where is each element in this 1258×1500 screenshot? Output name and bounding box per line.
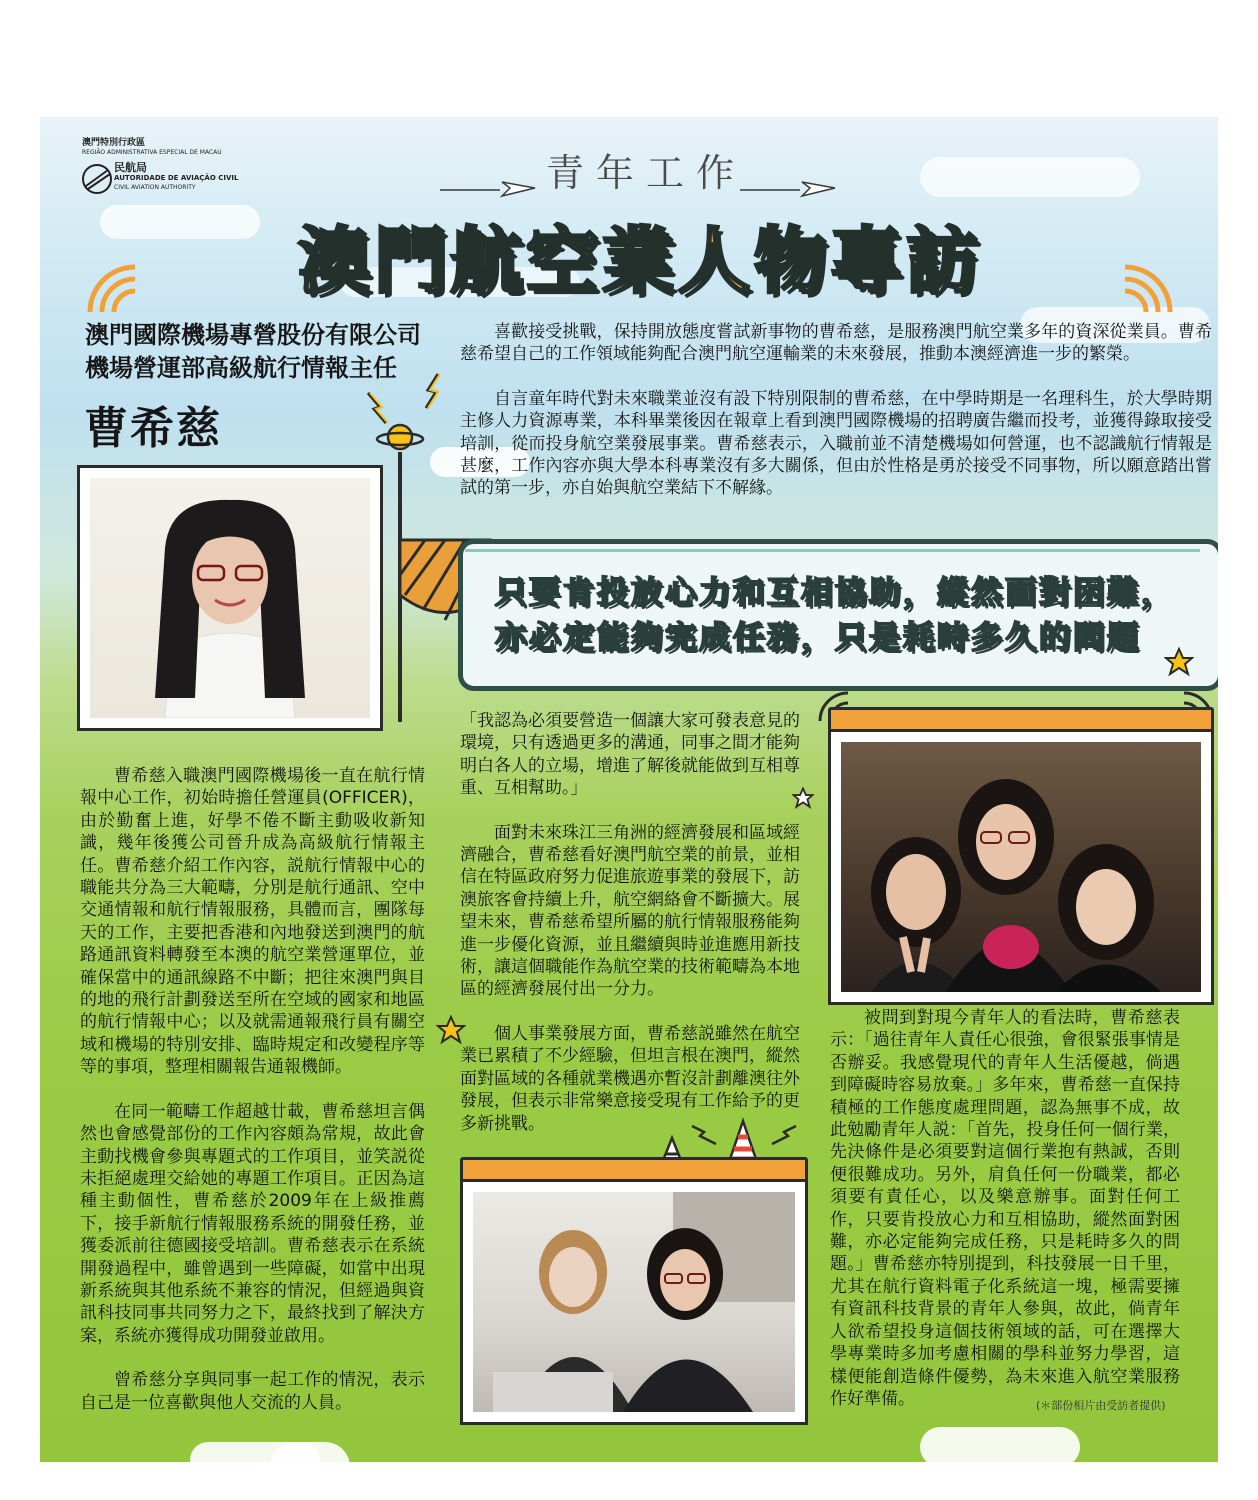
group-photo [841, 742, 1201, 992]
main-title: 澳門航空業人物專訪 [297, 219, 982, 303]
middle-paragraph-2: 面對未來珠江三角洲的經濟發展和區域經濟融合，曹希慈看好澳門航空業的前景，並相信在特區政府努力促進旅遊事業的發展下，訪澳旅客會持續上升，航空網絡會不斷擴大。展望未來，曹希慈希望所屬的航行情報服務能夠進一步優化資源，並且繼續與時並進應用新技術，讓這個職能作為航空業的技術範疇為本地區的經濟發展付出一分力。 [460, 822, 800, 1000]
star-icon [792, 787, 814, 809]
portrait-photo-frame [77, 465, 383, 731]
photo-credit: (＊部份相片由受訪者提供) [1036, 1399, 1166, 1412]
intro-paragraph-2: 自言童年時代對未來職業並沒有設下特別限制的曹希慈，在中學時期是一名理科生，於大學時期主修人力資源專業，本科畢業後因在報章上看到澳門國際機場的招聘廣告繼而投考，並獲得錄取接受培訓，從而投身航空業發展事業。曹希慈表示，入職前並不清楚機場如何營運，也不認識航行情報是甚麼，工作內容亦與大學本科專業沒有多大關係，但由於性格是勇於接受不同事物，所以願意踏出嘗試的第一步，亦自始與航空業結下不解緣。 [460, 388, 1212, 499]
logo-authority-zh: 民航局 [114, 161, 147, 174]
authority-logo-text [82, 138, 222, 158]
middle-paragraph-3: 個人事業發展方面，曹希慈説雖然在航空業已累積了不少經驗，但坦言根在澳門，縱然面對區域的各種就業機遇亦暫沒計劃離澳往外發展，但表示非常樂意接受現有工作給予的更多新挑戰。 [460, 1023, 800, 1134]
civil-aviation-logo-icon [80, 162, 114, 196]
middle-paragraph-1: 「我認為必須要營造一個讓大家可發表意見的環境，只有透過更多的溝通，同事之間才能夠明白各人的立場，增進了解後就能做到互相尊重、互相幫助。」 [460, 711, 800, 799]
logo-region-pt: REGIÃO ADMINISTRATIVA ESPECIAL DE MACAU [82, 149, 222, 156]
section-tag: 青年工作 [545, 151, 746, 195]
pull-quote-line-2: 亦必定能夠完成任務，只是耗時多久的問題 [495, 620, 1141, 656]
logo-authority-pt: AUTORIDADE DE AVIAÇÃO CIVIL [114, 174, 239, 182]
cloud-decoration [270, 1442, 350, 1462]
article-page [40, 117, 1218, 1462]
office-photo-frame [460, 1179, 808, 1425]
portrait-illustration [90, 478, 370, 718]
portrait-photo [90, 478, 370, 718]
logo-region-zh: 澳門特別行政區 [82, 138, 146, 148]
company-name: 澳門國際機場專營股份有限公司 [85, 321, 421, 349]
paper-plane-icon [440, 172, 540, 202]
pull-quote-line-1: 只要肯投放心力和互相協助，縱然面對困難， [495, 575, 1175, 611]
star-icon [1164, 647, 1194, 677]
left-paragraph-1: 曹希慈入職澳門國際機場後一直在航行情報中心工作，初始時擔任營運員(OFFICER)，由於勤奮上進，好學不倦不斷主動吸收新知識，幾年後獲公司晉升成為高級航行情報主任。曹希慈介紹工作內容，説航行情報中心的職能共分為三大範疇，分別是航行通訊、空中交通情報和航行情報服務，具體而言，團隊每天的工作，主要把香港和內地發送到澳門的航路通訊資料轉發至本澳的航空業營運單位，並確保當中的通訊線路不中斷；把往來澳門與目的地的飛行計劃發送至所在空域的國家和地區的航行情報中心；以及就需通報飛行員有關空域和機場的特別安排、臨時規定和改變程序等等的事項，整理相關報告通報機師。 [80, 766, 425, 1078]
intro-text [460, 321, 1212, 522]
lightning-icon [690, 1122, 720, 1146]
group-photo-illustration [841, 742, 1201, 992]
authority-name [114, 163, 238, 193]
signal-waves-icon [80, 257, 160, 317]
right-column-text [830, 1007, 1180, 1432]
star-icon [436, 1015, 466, 1045]
interviewee-name: 曹希慈 [84, 403, 222, 454]
profile-heading [85, 319, 421, 385]
group-photo-frame [828, 729, 1214, 1005]
middle-column-text [460, 710, 800, 1157]
logo-authority-en: CIVIL AVIATION AUTHORITY [114, 184, 196, 191]
lightning-icon [418, 372, 448, 412]
planet-icon [375, 417, 425, 457]
cloud-decoration [100, 205, 260, 239]
intro-paragraph-1: 喜歡接受挑戰，保持開放態度嘗試新事物的曹希慈，是服務澳門航空業多年的資深從業員。曹希慈希望自己的工作領域能夠配合澳門航空運輸業的未來發展，推動本澳經濟進一步的繁榮。 [460, 322, 1212, 365]
left-column-text [80, 765, 425, 1436]
job-position: 機場營運部高級航行情報主任 [85, 354, 397, 382]
left-paragraph-2: 在同一範疇工作超越廿載，曹希慈坦言偶然也會感覺部份的工作內容頗為常規，故此會主動找機會參與專題式的工作項目，並笑説從未拒絕處理交給她的專題工作項目。正因為這種主動個性，曹希慈於2009年在上級推薦下，接手新航行情報服務系統的開發任務，並獲委派前往德國接受培訓。曹希慈表示在系統開發過程中，雖曾遇到一些障礙，如當中出現新系統與其他系統不兼容的情況，但經過與資訊科技同事共同努力之下，最終找到了解決方案，系統亦獲得成功開發並啟用。 [80, 1101, 425, 1346]
lightning-icon [768, 1122, 798, 1146]
paper-plane-icon [740, 172, 840, 202]
left-paragraph-3: 曾希慈分享與同事一起工作的情況，表示自己是一位喜歡與他人交流的人員。 [80, 1370, 425, 1413]
signal-waves-icon [1100, 257, 1180, 317]
right-paragraph-1: 被問到對現今青年人的看法時，曹希慈表示：「過往青年人責任心很強，會很緊張事情是否辦妥。我感覺現代的青年人生活優越，倘遇到障礙時容易放棄。」多年來，曹希慈一直保持積極的工作態度處理問題，認為無事不成，故此勉勵青年人説：「首先，投身任何一個行業，先決條件是必須要對這個行業抱有熱誠，否則便很難成功。另外，肩負任何一份職業，都必須要有責任心，以及樂意辦事。面對任何工作，只要肯投放心力和互相協助，縱然面對困難，亦必定能夠完成任務，只是耗時多久的問題。」曹希慈亦特別提到，科技發展一日千里，尤其在航行資料電子化系統這一塊，極需要擁有資訊科技背景的青年人參與，故此，倘青年人欲希望投身這個技術領域的話，可在選擇大學專業時多加考慮相關的學科並努力學習，這樣便能創造條件優勢，為未來進入航空業服務作好準備。 [830, 1008, 1180, 1409]
office-photo [473, 1192, 795, 1412]
cloud-decoration [920, 157, 1140, 197]
office-photo-illustration [473, 1192, 795, 1412]
